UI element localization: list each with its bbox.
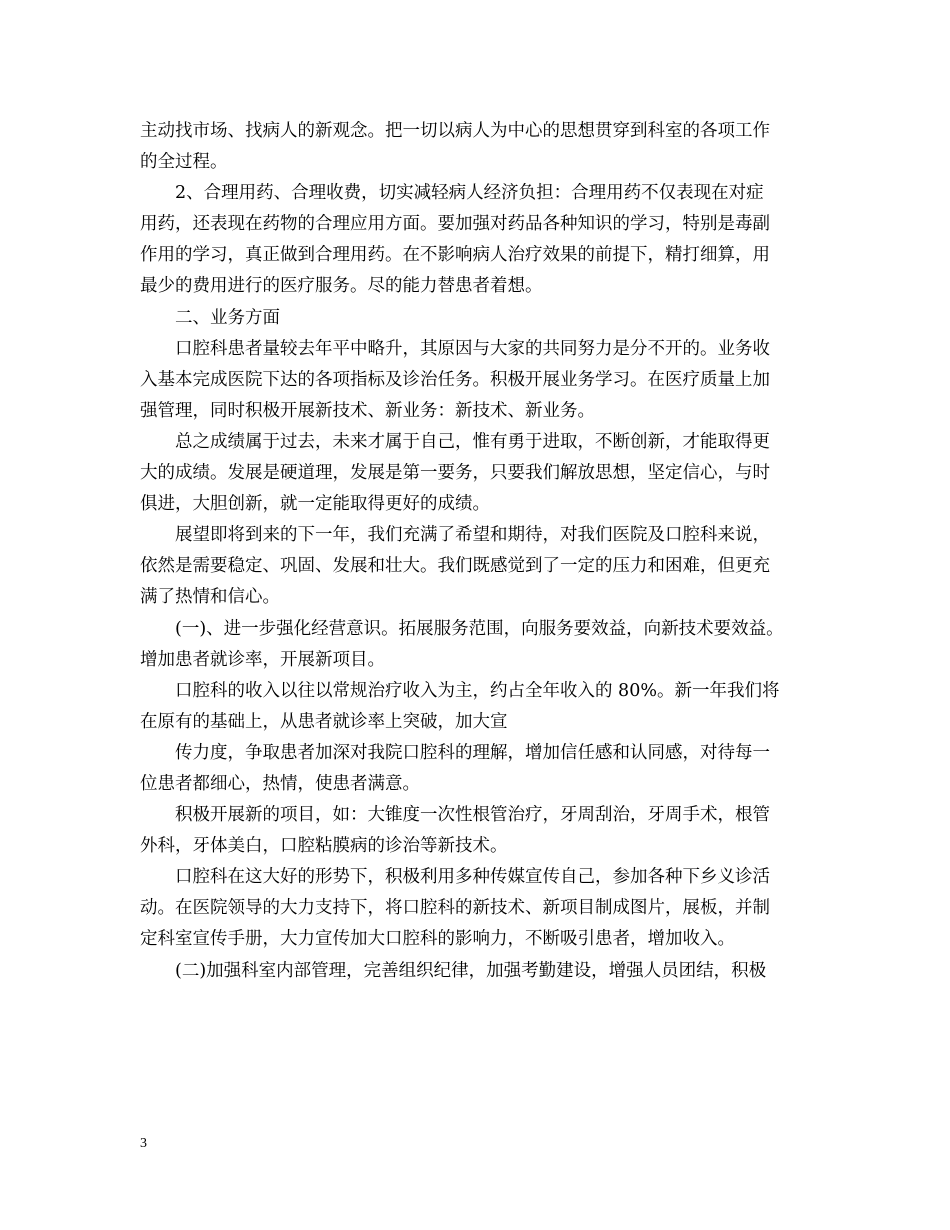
text-line: 总之成绩属于过去，未来才属于自己，惟有勇于进取，不断创新，才能取得更 — [175, 431, 770, 452]
text-line: 满了热情和信心。 — [140, 587, 280, 608]
text-line: 动。在医院领导的大力支持下，将口腔科的新技术、新项目制成图片，展板，并制 — [140, 898, 770, 919]
text-line: 定科室宣传手册，大力宣传加大口腔科的影响力，不断吸引患者，增加收入。 — [140, 929, 735, 950]
text-line: (二)加强科室内部管理，完善组织纪律，加强考勤建设，增强人员团结，积极 — [175, 960, 767, 981]
text-line: 用药，还表现在药物的合理应用方面。要加强对药品各种知识的学习，特别是毒副 — [140, 214, 770, 235]
text-line: 口腔科在这大好的形势下，积极利用多种传媒宣传自己，参加各种下乡义诊活 — [175, 867, 770, 888]
text-line: 2、合理用药、合理收费，切实减轻病人经济负担：合理用药不仅表现在对症 — [175, 183, 764, 204]
page-number: 3 — [140, 1136, 147, 1151]
text-line: 口腔科患者量较去年平中略升，其原因与大家的共同努力是分不开的。业务收 — [175, 338, 770, 359]
text-line: 外科，牙体美白，口腔粘膜病的诊治等新技术。 — [140, 836, 508, 857]
text-line: 传力度，争取患者加深对我院口腔科的理解，增加信任感和认同感，对待每一 — [175, 742, 770, 763]
text-line: 依然是需要稳定、巩固、发展和壮大。我们既感觉到了一定的压力和困难，但更充 — [140, 556, 770, 577]
text-line: 俱进，大胆创新，就一定能取得更好的成绩。 — [140, 494, 490, 515]
text-line: 增加患者就诊率，开展新项目。 — [140, 649, 385, 670]
text-line: 最少的费用进行的医疗服务。尽的能力替患者着想。 — [140, 276, 543, 297]
text-line: 作用的学习，真正做到合理用药。在不影响病人治疗效果的前提下，精打细算，用 — [140, 245, 770, 266]
text-line: 积极开展新的项目，如：大锥度一次性根管治疗，牙周刮治，牙周手术，根管 — [175, 805, 770, 826]
text-line: 位患者都细心，热情，使患者满意。 — [140, 773, 420, 794]
text-line: 主动找市场、找病人的新观念。把一切以病人为中心的思想贯穿到科室的各项工作 — [140, 121, 770, 141]
text-line: 口腔科的收入以往以常规治疗收入为主，约占全年收入的 80%。新一年我们将 — [175, 680, 780, 701]
section-heading: 二、业务方面 — [175, 307, 280, 328]
text-line: 在原有的基础上，从患者就诊率上突破，加大宣 — [140, 711, 508, 732]
body-text — [140, 116, 840, 987]
text-line: 的全过程。 — [140, 152, 228, 173]
text-line: 强管理，同时积极开展新技术、新业务：新技术、新业务。 — [140, 400, 595, 421]
text-line: 入基本完成医院下达的各项指标及诊治任务。积极开展业务学习。在医疗质量上加 — [140, 369, 770, 390]
text-line: (一)、进一步强化经营意识。拓展服务范围，向服务要效益，向新技术要效益。 — [175, 618, 784, 639]
text-line: 大的成绩。发展是硬道理，发展是第一要务，只要我们解放思想，坚定信心，与时 — [140, 463, 770, 484]
text-line: 展望即将到来的下一年，我们充满了希望和期待，对我们医院及口腔科来说， — [175, 525, 770, 546]
